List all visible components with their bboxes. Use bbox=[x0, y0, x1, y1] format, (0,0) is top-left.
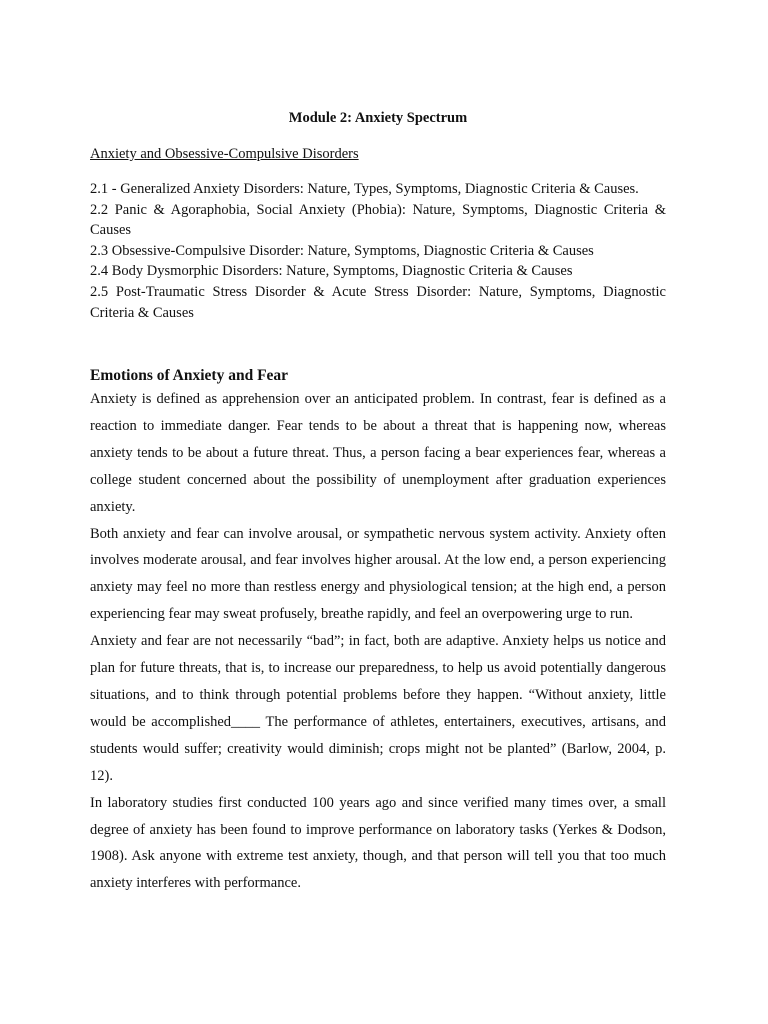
section-subtitle: Anxiety and Obsessive-Compulsive Disorders bbox=[90, 146, 359, 162]
topic-item: 2.1 - Generalized Anxiety Disorders: Nature, Types, Symptoms, Diagnostic Criteria & Causes. bbox=[90, 181, 639, 197]
paragraph: In laboratory studies first conducted 100 years ago and since verified many times over, a small degree of anxiety has been found to improve performance on laboratory tasks (Yerkes & Dodson, 1908). Ask anyone with extreme test anxiety, though, and that person will tell you that too much anxiety interferes with performance. bbox=[90, 794, 666, 892]
paragraph: Both anxiety and fear can involve arousal, or sympathetic nervous system activity. Anxiety often involves moderate arousal, and fear involves higher arousal. At the low end, a person experiencing anxiety may feel no more than restless energy and physiological tension; at the high end, a person experiencing fear may sweat profusely, breathe rapidly, and feel an overpowering urge to run. bbox=[90, 525, 666, 623]
paragraph: Anxiety is defined as apprehension over an anticipated problem. In contrast, fear is defined as a reaction to immediate danger. Fear tends to be about a threat that is happening now, whereas anxiety tends to be about a future threat. Thus, a person facing a bear experiences fear, whereas a college student concerned about the possibility of unemployment after graduation experiences anxiety. bbox=[90, 391, 666, 515]
module-title-text: Module 2: Anxiety Spectrum bbox=[288, 110, 468, 126]
body-text bbox=[90, 386, 666, 897]
topic-item: 2.3 Obsessive-Compulsive Disorder: Nature, Symptoms, Diagnostic Criteria & Causes bbox=[90, 242, 594, 259]
paragraph: Anxiety and fear are not necessarily “bad”; in fact, both are adaptive. Anxiety helps us notice and plan for future threats, that is, to increase our preparedness, to help us avoid potentially dangerous situations, and to think through potential problems before they happen. “Without anxiety, little would be accomplished____ The performance of athletes, entertainers, executives, artisans, and students would suffer; creativity would diminish; crops might not be planted” (Barlow, 2004, p. 12). bbox=[90, 633, 666, 784]
topic-item: 2.5 Post-Traumatic Stress Disorder & Acute Stress Disorder: Nature, Symptoms, Diagnostic Criteria & Causes bbox=[90, 283, 666, 321]
topic-item: 2.4 Body Dysmorphic Disorders: Nature, Symptoms, Diagnostic Criteria & Causes bbox=[90, 263, 573, 280]
module-title bbox=[90, 108, 666, 128]
topic-list bbox=[90, 179, 666, 323]
section-heading: Emotions of Anxiety and Fear bbox=[90, 367, 289, 384]
topic-item: 2.2 Panic & Agoraphobia, Social Anxiety (Phobia): Nature, Symptoms, Diagnostic Criteria & Causes bbox=[90, 201, 666, 239]
